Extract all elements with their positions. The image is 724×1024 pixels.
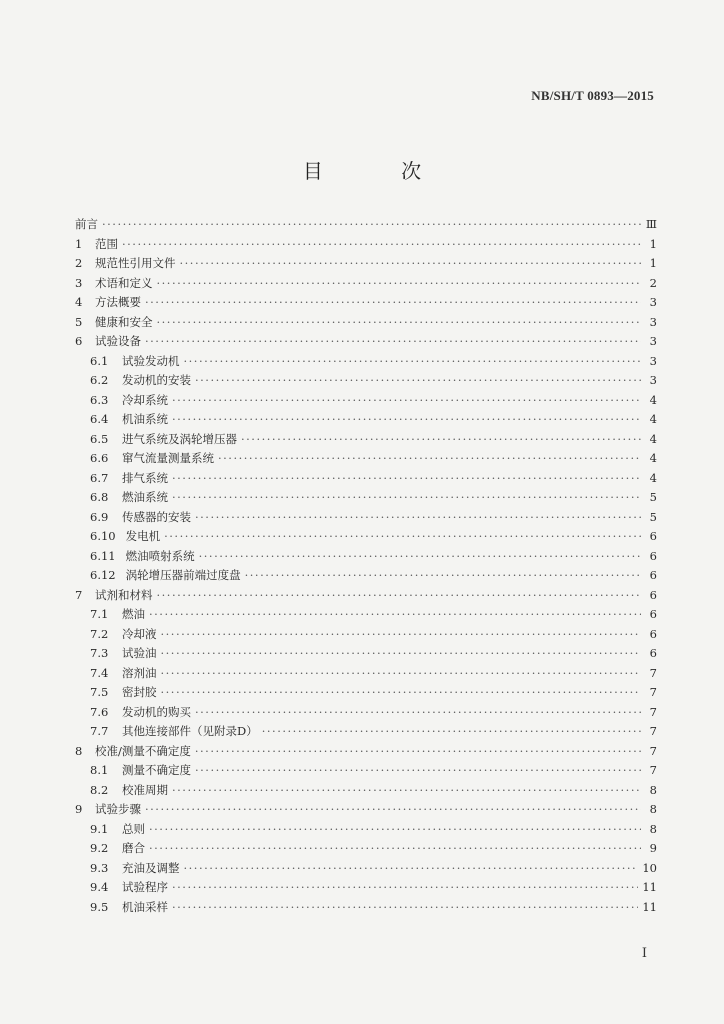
toc-entry-label: 试验油 (122, 646, 157, 660)
toc-entry-label: 发动机的购买 (122, 704, 191, 719)
page-number: I (641, 946, 647, 961)
toc-entry-page: 3 (649, 295, 657, 309)
toc-entry-number: 6.11 (90, 548, 116, 563)
toc-entry-page: 5 (649, 490, 657, 504)
toc-entry-label: 总则 (122, 821, 145, 836)
toc-dot-leader (172, 469, 641, 489)
toc-entry-label: 术语和定义 (95, 275, 153, 290)
toc-dot-leader (184, 352, 642, 372)
toc-entry-number: 9.3 (90, 860, 109, 875)
toc-entry-page: Ⅲ (645, 217, 657, 231)
toc-entry[interactable] (75, 430, 657, 450)
toc-dot-leader (149, 820, 641, 840)
toc-dot-leader (195, 508, 641, 528)
toc-dot-leader (145, 800, 641, 820)
toc-entry[interactable] (75, 625, 657, 645)
toc-dot-leader (145, 332, 641, 352)
toc-entry-label: 燃油系统 (122, 490, 168, 504)
toc-entry-number: 8.2 (90, 782, 109, 797)
toc-entry[interactable] (75, 332, 657, 352)
toc-entry[interactable] (75, 293, 657, 313)
toc-entry-label: 校准周期 (122, 782, 168, 797)
toc-dot-leader (172, 781, 641, 801)
toc-entry[interactable] (75, 703, 657, 723)
toc-entry[interactable] (75, 722, 657, 742)
toc-entry-page: 11 (642, 880, 657, 894)
toc-entry-page: 4 (649, 451, 657, 465)
toc-dot-leader (161, 644, 642, 664)
toc-entry-label: 校准/测量不确定度 (95, 743, 191, 758)
toc-entry[interactable] (75, 235, 657, 255)
toc-entry-page: 11 (642, 899, 657, 914)
toc-entry-page: 1 (649, 256, 657, 270)
toc-entry[interactable] (75, 488, 657, 508)
toc-entry-page: 3 (649, 373, 657, 387)
toc-entry[interactable] (75, 469, 657, 489)
toc-dot-leader (172, 878, 638, 898)
toc-entry-number: 5 (75, 314, 83, 329)
toc-entry-page: 6 (649, 646, 657, 660)
toc-entry-label: 试验步骤 (95, 802, 141, 816)
toc-entry-page: 6 (649, 587, 657, 602)
toc-entry-label: 机油系统 (122, 412, 168, 426)
toc-dot-leader (172, 898, 638, 918)
toc-entry-number: 8.1 (90, 763, 109, 777)
toc-entry-label: 冷却系统 (122, 392, 168, 407)
toc-entry-label: 磨合 (122, 841, 145, 855)
toc-entry-label: 机油采样 (122, 899, 168, 914)
toc-entry-label: 范围 (95, 236, 118, 251)
toc-dot-leader (149, 839, 641, 859)
toc-entry[interactable] (75, 371, 657, 391)
toc-entry-number: 6.7 (90, 470, 109, 485)
toc-entry-label: 规范性引用文件 (95, 256, 176, 270)
toc-entry[interactable] (75, 781, 657, 801)
toc-entry-page: 9 (649, 841, 657, 855)
toc-entry-number: 6.6 (90, 451, 109, 465)
toc-entry[interactable] (75, 664, 657, 684)
toc-entry-label: 试剂和材料 (95, 587, 153, 602)
toc-entry-number: 6.12 (90, 568, 116, 582)
toc-entry-number: 7 (75, 587, 83, 602)
toc-entry-number: 7.6 (90, 704, 109, 719)
toc-entry-label: 燃油 (122, 607, 145, 621)
toc-entry[interactable] (75, 800, 657, 820)
toc-dot-leader (161, 664, 642, 684)
toc-entry[interactable] (75, 449, 657, 469)
toc-entry-label: 发电机 (125, 529, 161, 543)
toc-dot-leader (218, 449, 641, 469)
toc-entry-page: 3 (649, 314, 657, 329)
toc-entry-label: 冷却液 (122, 626, 157, 641)
toc-entry-number: 7.5 (90, 685, 109, 699)
toc-entry-page: 8 (649, 802, 657, 816)
toc-entry-label: 窜气流量测量系统 (122, 451, 214, 465)
toc-entry-page: 4 (649, 412, 657, 426)
toc-entry-label: 试验发动机 (122, 353, 180, 368)
toc-entry-page: 6 (649, 529, 657, 543)
toc-entry[interactable] (75, 683, 657, 703)
toc-entry-page: 5 (649, 509, 657, 524)
toc-entry-number: 7.7 (90, 724, 109, 738)
toc-dot-leader (184, 859, 639, 879)
toc-dot-leader (157, 274, 642, 294)
page-title: 目 次 (302, 159, 458, 183)
toc-entry-number: 9.4 (90, 880, 109, 894)
toc-entry[interactable] (75, 566, 657, 586)
toc-dot-leader (172, 410, 641, 430)
toc-entry[interactable] (75, 547, 657, 567)
toc-dot-leader (164, 527, 641, 547)
toc-entry[interactable] (75, 644, 657, 664)
toc-entry-number: 8 (75, 743, 83, 758)
toc-dot-leader (245, 566, 641, 586)
toc-entry-number: 9.2 (90, 841, 109, 855)
toc-dot-leader (199, 547, 641, 567)
toc-entry-label: 试验程序 (122, 880, 168, 894)
toc-entry-label: 方法概要 (95, 295, 141, 309)
toc-entry-label: 进气系统及涡轮增压器 (122, 431, 237, 446)
toc-entry[interactable] (75, 605, 657, 625)
toc-dot-leader (241, 430, 641, 450)
toc-entry-page: 6 (649, 607, 657, 621)
toc-entry-page: 7 (649, 724, 657, 738)
toc-dot-leader (172, 391, 641, 411)
toc-entry[interactable] (75, 254, 657, 274)
toc-entry-label: 涡轮增压器前端过度盘 (125, 568, 241, 582)
toc-entry-page: 3 (649, 334, 657, 348)
toc-entry-page: 3 (649, 353, 657, 368)
toc-entry-number: 6.8 (90, 490, 109, 504)
toc-entry-page: 4 (649, 392, 657, 407)
toc-dot-leader (102, 215, 641, 235)
toc-entry-page: 7 (649, 704, 657, 719)
toc-entry-page: 1 (649, 236, 657, 251)
toc-entry-page: 8 (649, 821, 657, 836)
toc-entry-page: 8 (649, 782, 657, 797)
toc-entry-label: 测量不确定度 (122, 763, 191, 777)
toc-entry[interactable] (75, 215, 657, 235)
toc-entry-number: 6.1 (90, 353, 109, 368)
toc-entry-label: 燃油喷射系统 (125, 548, 195, 563)
toc-entry-number: 7.1 (90, 607, 109, 621)
toc-entry-number: 7.3 (90, 646, 109, 660)
toc-dot-leader (180, 254, 642, 274)
toc-entry-number: 9.1 (90, 821, 109, 836)
toc-entry-label: 排气系统 (122, 470, 168, 485)
toc-entry-number: 3 (75, 275, 83, 290)
toc-dot-leader (195, 371, 641, 391)
toc-dot-leader (172, 488, 641, 508)
document-code: NB/SH/T 0893—2015 (531, 88, 654, 103)
toc-entry-number: 6.9 (90, 509, 109, 524)
toc-entry[interactable] (75, 527, 657, 547)
toc-entry-page: 7 (649, 665, 657, 680)
toc-entry-number: 9 (75, 802, 83, 816)
toc-entry[interactable] (75, 508, 657, 528)
toc-dot-leader (195, 761, 641, 781)
toc-entry-number: 7.2 (90, 626, 109, 641)
toc-entry-page: 2 (649, 275, 657, 290)
toc-entry-label: 发动机的安装 (122, 373, 191, 387)
toc-entry-label: 其他连接部件（见附录D） (122, 724, 258, 738)
toc-entry[interactable] (75, 761, 657, 781)
toc-entry-page: 7 (649, 763, 657, 777)
toc-entry-number: 6.5 (90, 431, 109, 446)
toc-entry-label: 充油及调整 (122, 860, 180, 875)
toc-entry[interactable] (75, 820, 657, 840)
toc-entry[interactable] (75, 586, 657, 606)
toc-entry[interactable] (75, 274, 657, 294)
toc-dot-leader (122, 235, 641, 255)
table-of-contents (75, 215, 657, 917)
toc-entry-label: 健康和安全 (95, 314, 153, 329)
toc-dot-leader (157, 313, 642, 333)
toc-entry-number: 6.10 (90, 529, 116, 543)
toc-dot-leader (161, 683, 642, 703)
toc-entry-page: 6 (649, 626, 657, 641)
toc-entry-number: 1 (75, 236, 83, 251)
toc-entry-number: 2 (75, 256, 83, 270)
toc-entry-page: 6 (649, 548, 657, 563)
toc-entry-label: 前言 (75, 217, 98, 231)
toc-dot-leader (149, 605, 641, 625)
toc-entry-number: 6.4 (90, 412, 109, 426)
toc-dot-leader (145, 293, 641, 313)
toc-entry-number: 9.5 (90, 899, 109, 914)
toc-entry-number: 6.3 (90, 392, 109, 407)
toc-entry-number: 4 (75, 295, 83, 309)
toc-entry[interactable] (75, 742, 657, 762)
toc-entry-label: 密封胶 (122, 685, 157, 699)
toc-entry[interactable] (75, 410, 657, 430)
toc-entry[interactable] (75, 391, 657, 411)
toc-entry-page: 4 (649, 431, 657, 446)
toc-entry-page: 7 (649, 743, 657, 758)
toc-entry-number: 6 (75, 334, 83, 348)
toc-entry-page: 4 (649, 470, 657, 485)
toc-dot-leader (262, 722, 641, 742)
toc-entry-page: 10 (642, 860, 657, 875)
toc-entry[interactable] (75, 352, 657, 372)
toc-entry[interactable] (75, 898, 657, 918)
toc-dot-leader (161, 625, 642, 645)
toc-entry[interactable] (75, 313, 657, 333)
toc-entry-number: 7.4 (90, 665, 109, 680)
toc-entry-label: 溶剂油 (122, 665, 157, 680)
toc-entry-page: 6 (649, 568, 657, 582)
toc-entry[interactable] (75, 859, 657, 879)
toc-dot-leader (195, 703, 641, 723)
toc-entry[interactable] (75, 878, 657, 898)
toc-entry-label: 试验设备 (95, 334, 141, 348)
toc-entry[interactable] (75, 839, 657, 859)
toc-entry-label: 传感器的安装 (122, 509, 191, 524)
toc-entry-page: 7 (649, 685, 657, 699)
toc-entry-number: 6.2 (90, 373, 109, 387)
toc-dot-leader (195, 742, 641, 762)
toc-dot-leader (157, 586, 642, 606)
